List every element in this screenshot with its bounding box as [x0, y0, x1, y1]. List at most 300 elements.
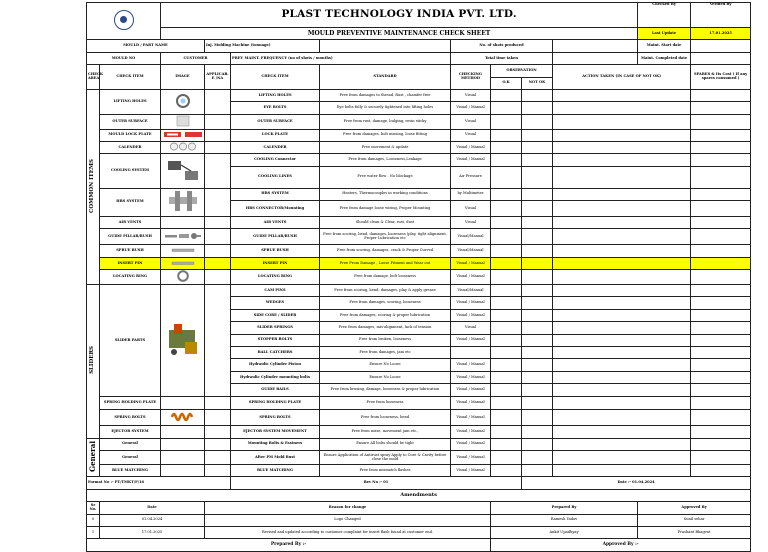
part-image	[161, 270, 205, 285]
standard-text: Free from scoring, bend, damages, play & apply grease	[320, 285, 451, 297]
observation-ok-cell[interactable]	[491, 229, 522, 245]
standard-text: Free from mismatch flashes	[320, 465, 451, 477]
check-item-group: BLUE MATCHING	[100, 465, 161, 477]
observation-not-ok-cell[interactable]	[522, 346, 553, 358]
check-item: BALL CATCHERS	[231, 346, 320, 358]
amend-header-date: Date	[100, 502, 205, 514]
check-item-group: MOULD LOCK PLATE	[100, 129, 161, 141]
action-taken-cell[interactable]	[553, 409, 691, 426]
check-item: SPRING HOLDING PLATE	[231, 397, 320, 409]
checklist-row	[87, 438, 751, 450]
amend-sr: 1	[87, 527, 100, 539]
amend-approved-by: Prashant Bhagvat	[638, 527, 751, 539]
observation-not-ok-cell[interactable]	[522, 438, 553, 450]
checking-method: Visual/Manual	[451, 229, 491, 245]
spares-cell[interactable]	[691, 451, 751, 465]
applicable-cell[interactable]	[205, 257, 231, 269]
amend-header-prepared: Prepared By	[491, 502, 638, 514]
checking-method: Visual / Manual	[451, 465, 491, 477]
applicable-cell[interactable]	[205, 285, 231, 397]
observation-ok-cell[interactable]	[491, 426, 522, 438]
company-name: PLAST TECHNOLOGY INDIA PVT. LTD.	[161, 3, 638, 28]
standard-text: Free From Damage , Loose Fitment and Wear out	[320, 257, 451, 269]
checking-method: Visual / Manual	[451, 257, 491, 269]
action-taken-cell[interactable]	[553, 346, 691, 358]
checking-method: Visual / Manual	[451, 409, 491, 426]
action-taken-cell[interactable]	[553, 129, 691, 141]
checking-method: Visual / Manual	[451, 451, 491, 465]
amendments-title: Amendments	[87, 489, 751, 501]
standard-text: Free from damages, scoring & proper lubrication	[320, 309, 451, 321]
observation-ok-cell[interactable]	[491, 89, 522, 101]
standard-text: Free from damages, Looseness,Leakage	[320, 154, 451, 166]
check-item: Mounting Bolts & Fastners	[231, 438, 320, 450]
amend-header-sr: Sr No.	[87, 502, 100, 514]
spares-cell[interactable]	[691, 166, 751, 188]
spares-cell[interactable]	[691, 102, 751, 114]
part-image	[161, 451, 205, 465]
checking-method: Visual / Manual	[451, 359, 491, 371]
spares-cell[interactable]	[691, 129, 751, 141]
part-image	[161, 129, 205, 141]
spares-cell[interactable]	[691, 334, 751, 346]
checking-method: Visual/Manual	[451, 245, 491, 257]
check-item-group: EJECTOR SYSTEM	[100, 426, 161, 438]
checking-method: Visual / Manual	[451, 309, 491, 321]
checklist-row	[87, 141, 751, 153]
part-image	[161, 465, 205, 477]
observation-ok-cell[interactable]	[491, 188, 522, 200]
checklist-row	[87, 154, 751, 166]
spares-cell[interactable]	[691, 438, 751, 450]
observation-not-ok-cell[interactable]	[522, 371, 553, 383]
observation-ok-cell[interactable]	[491, 309, 522, 321]
check-item-group: OUTER SURFACE	[100, 114, 161, 129]
amend-date: 17.01.2025	[100, 527, 205, 539]
applicable-cell[interactable]	[205, 465, 231, 477]
header-observation: OBSERVATION	[491, 65, 553, 77]
part-image	[161, 409, 205, 426]
check-item: AIR VENTS	[231, 217, 320, 229]
observation-not-ok-cell[interactable]	[522, 359, 553, 371]
applicable-cell[interactable]	[205, 409, 231, 426]
observation-ok-cell[interactable]	[491, 397, 522, 409]
observation-not-ok-cell[interactable]	[522, 141, 553, 153]
check-item: LOCATING RING	[231, 270, 320, 285]
action-taken-cell[interactable]	[553, 188, 691, 200]
checking-method	[451, 346, 491, 358]
check-item-group: AIR VENTS	[100, 217, 161, 229]
standard-text: Free from damages to thread, Rust , chamfer free	[320, 89, 451, 101]
check-item: LOCK PLATE	[231, 129, 320, 141]
check-item-group: CALENDER	[100, 141, 161, 153]
action-taken-cell[interactable]	[553, 154, 691, 166]
spares-cell[interactable]	[691, 201, 751, 217]
action-taken-cell[interactable]	[553, 334, 691, 346]
total-time-label: Total time taken	[451, 52, 553, 64]
spares-cell[interactable]	[691, 154, 751, 166]
check-item: BLUE MATCHING	[231, 465, 320, 477]
action-taken-cell[interactable]	[553, 309, 691, 321]
observation-ok-cell[interactable]	[491, 465, 522, 477]
verified-by-label: Verified By	[691, 3, 751, 28]
observation-ok-cell[interactable]	[491, 166, 522, 188]
standard-text: Free from brusing, damage, looseness & proper lubrication	[320, 384, 451, 397]
observation-ok-cell[interactable]	[491, 297, 522, 309]
observation-ok-cell[interactable]	[491, 438, 522, 450]
amend-approved-by: Sunil sehar	[638, 514, 751, 526]
checklist-row	[87, 229, 751, 245]
observation-not-ok-cell[interactable]	[522, 217, 553, 229]
section-label-text: COMMON ITEMS	[89, 159, 96, 214]
amend-header-approved: Approved By	[638, 502, 751, 514]
checking-method: Visual / Manual	[451, 438, 491, 450]
header-check-item-2: CHECK ITEM	[231, 65, 320, 90]
checklist-row	[87, 245, 751, 257]
applicable-cell[interactable]	[205, 217, 231, 229]
applicable-cell[interactable]	[205, 270, 231, 285]
amend-prepared-by: Ankit Upadhyay	[491, 527, 638, 539]
header-check-area: CHECK AREA	[87, 65, 100, 90]
prev-frequency-label: PREV MAINT. FREQUENCY (no of shots / months)	[231, 52, 451, 64]
action-taken-cell[interactable]	[553, 114, 691, 129]
action-taken-cell[interactable]	[553, 141, 691, 153]
check-item: STOPPER BOLTS	[231, 334, 320, 346]
part-image	[161, 438, 205, 450]
action-taken-cell[interactable]	[553, 384, 691, 397]
observation-ok-cell[interactable]	[491, 322, 522, 334]
applicable-cell[interactable]	[205, 438, 231, 450]
spares-cell[interactable]	[691, 346, 751, 358]
action-taken-cell[interactable]	[553, 229, 691, 245]
check-item: CALENDER	[231, 141, 320, 153]
observation-not-ok-cell[interactable]	[522, 129, 553, 141]
observation-not-ok-cell[interactable]	[522, 102, 553, 114]
header-not-ok: NOT OK	[522, 77, 553, 89]
check-item: EJECTOR SYSTEM MOVEMENT	[231, 426, 320, 438]
checking-method: Visual / Manual	[451, 297, 491, 309]
observation-ok-cell[interactable]	[491, 102, 522, 114]
observation-ok-cell[interactable]	[491, 270, 522, 285]
revision-number: Rev No :- 01	[231, 477, 522, 489]
check-item: CAM PINS	[231, 285, 320, 297]
checking-method: Visual / Manual	[451, 384, 491, 397]
standard-text: Free from damages, mis-alignment, lack of tension	[320, 322, 451, 334]
action-taken-cell[interactable]	[553, 201, 691, 217]
check-item-group: GUIDE PILLAR/BUSH	[100, 229, 161, 245]
observation-ok-cell[interactable]	[491, 217, 522, 229]
part-image	[161, 426, 205, 438]
check-item: COOLING Connector	[231, 154, 320, 166]
action-taken-cell[interactable]	[553, 257, 691, 269]
part-image	[161, 245, 205, 257]
part-image	[161, 285, 205, 397]
observation-not-ok-cell[interactable]	[522, 114, 553, 129]
applicable-cell[interactable]	[205, 451, 231, 465]
checking-method: by Multimeter	[451, 188, 491, 200]
observation-not-ok-cell[interactable]	[522, 451, 553, 465]
header-action-taken: ACTION TAKEN (IN CASE OF NOT OK)	[553, 65, 691, 90]
part-image	[161, 397, 205, 409]
header-spares: SPARES & Its Cost ( If any spares consumed )	[691, 65, 751, 90]
part-image	[161, 141, 205, 153]
checking-method: Visual	[451, 114, 491, 129]
spares-cell[interactable]	[691, 371, 751, 383]
checklist-row	[87, 89, 751, 101]
spares-cell[interactable]	[691, 285, 751, 297]
standard-text: Free from damage loose wiring, Proper Mounting	[320, 201, 451, 217]
check-item: HRS CONNECTOR/Mounting	[231, 201, 320, 217]
observation-not-ok-cell[interactable]	[522, 257, 553, 269]
checking-method: Visual / Manual	[451, 397, 491, 409]
spares-cell[interactable]	[691, 188, 751, 200]
observation-ok-cell[interactable]	[491, 257, 522, 269]
part-image	[161, 188, 205, 216]
action-taken-cell[interactable]	[553, 102, 691, 114]
check-item: HRS SYSTEM	[231, 188, 320, 200]
spares-cell[interactable]	[691, 89, 751, 101]
checklist-row	[87, 397, 751, 409]
spares-cell[interactable]	[691, 245, 751, 257]
prepared-by-label: Prepared By :-	[87, 539, 491, 551]
action-taken-cell[interactable]	[553, 371, 691, 383]
standard-text: Free from noise, movement jam etc.,	[320, 426, 451, 438]
checking-method: Visual / Manual	[451, 102, 491, 114]
maint-completed-value[interactable]	[691, 52, 751, 64]
checklist-row	[87, 217, 751, 229]
checklist-row	[87, 426, 751, 438]
applicable-cell[interactable]	[205, 141, 231, 153]
observation-not-ok-cell[interactable]	[522, 322, 553, 334]
action-taken-cell[interactable]	[553, 359, 691, 371]
checking-method: Visual	[451, 89, 491, 101]
observation-not-ok-cell[interactable]	[522, 384, 553, 397]
check-item: COOLING LINES	[231, 166, 320, 188]
checking-method: Visual / Manual	[451, 270, 491, 285]
standard-text: Heaters, Thermocouples in working conditions	[320, 188, 451, 200]
observation-not-ok-cell[interactable]	[522, 285, 553, 297]
observation-ok-cell[interactable]	[491, 334, 522, 346]
checking-method: Visual/Manual	[451, 285, 491, 297]
spares-cell[interactable]	[691, 359, 751, 371]
observation-ok-cell[interactable]	[491, 129, 522, 141]
standard-text: Ensure No Loose	[320, 371, 451, 383]
spares-cell[interactable]	[691, 114, 751, 129]
action-taken-cell[interactable]	[553, 89, 691, 101]
action-taken-cell[interactable]	[553, 217, 691, 229]
observation-not-ok-cell[interactable]	[522, 397, 553, 409]
observation-not-ok-cell[interactable]	[522, 166, 553, 188]
observation-ok-cell[interactable]	[491, 114, 522, 129]
checklist-row	[87, 409, 751, 426]
action-taken-cell[interactable]	[553, 166, 691, 188]
customer-label: CUSTOMER	[161, 52, 231, 64]
check-item-group: LOCATING RING	[100, 270, 161, 285]
section-label	[87, 438, 100, 477]
checking-method: Visual / Manual	[451, 154, 491, 166]
check-item-group: LIFTING HOLES	[100, 89, 161, 114]
checklist-row	[87, 129, 751, 141]
shots-produced-value[interactable]	[553, 40, 638, 52]
action-taken-cell[interactable]	[553, 297, 691, 309]
part-image	[161, 229, 205, 245]
spares-cell[interactable]	[691, 465, 751, 477]
observation-ok-cell[interactable]	[491, 285, 522, 297]
header-applicable: APPLICAB. E /NA	[205, 65, 231, 90]
checking-method: Visual / Manual	[451, 371, 491, 383]
checklist-row	[87, 114, 751, 129]
amend-prepared-by: Ramesh Yadav	[491, 514, 638, 526]
check-item: SLIDER SPRINGS	[231, 322, 320, 334]
observation-not-ok-cell[interactable]	[522, 426, 553, 438]
spares-cell[interactable]	[691, 297, 751, 309]
maint-start-label: Maint. Start date	[638, 40, 691, 52]
applicable-cell[interactable]	[205, 188, 231, 216]
maint-start-value[interactable]	[691, 40, 751, 52]
observation-ok-cell[interactable]	[491, 346, 522, 358]
observation-not-ok-cell[interactable]	[522, 245, 553, 257]
spares-cell[interactable]	[691, 141, 751, 153]
spares-cell[interactable]	[691, 217, 751, 229]
applicable-cell[interactable]	[205, 89, 231, 114]
observation-ok-cell[interactable]	[491, 384, 522, 397]
section-label-text: General	[88, 441, 98, 473]
action-taken-cell[interactable]	[553, 438, 691, 450]
checklist-row	[87, 257, 751, 269]
action-taken-cell[interactable]	[553, 285, 691, 297]
observation-ok-cell[interactable]	[491, 451, 522, 465]
check-sheet	[86, 2, 750, 547]
observation-not-ok-cell[interactable]	[522, 297, 553, 309]
header-checking-method: CHECKING METHOD	[451, 65, 491, 90]
check-item: OUTER SURFACE	[231, 114, 320, 129]
amend-header-reason: Reason for change	[205, 502, 491, 514]
observation-ok-cell[interactable]	[491, 141, 522, 153]
spares-cell[interactable]	[691, 409, 751, 426]
applicable-cell[interactable]	[205, 426, 231, 438]
observation-ok-cell[interactable]	[491, 371, 522, 383]
standard-text: Free from rust, damage, bulging, resin sticky	[320, 114, 451, 129]
company-logo	[87, 3, 161, 40]
spares-cell[interactable]	[691, 229, 751, 245]
action-taken-cell[interactable]	[553, 426, 691, 438]
check-item-group: COOLING SYSTEM	[100, 154, 161, 188]
observation-ok-cell[interactable]	[491, 245, 522, 257]
spares-cell[interactable]	[691, 384, 751, 397]
header-check-item: CHECK ITEM	[100, 65, 161, 90]
standard-text: Free from scoring, bend, damages, looseness (play, tight alignment, Proper Lubrication etc	[320, 229, 451, 245]
spares-cell[interactable]	[691, 257, 751, 269]
check-item: SPRING BOLTS	[231, 409, 320, 426]
molding-machine-label: Inj. Molding Machine (tonnage)	[205, 40, 320, 52]
applicable-cell[interactable]	[205, 129, 231, 141]
observation-not-ok-cell[interactable]	[522, 409, 553, 426]
amend-reason: Logo Changed	[205, 514, 491, 526]
section-label	[87, 89, 100, 284]
observation-not-ok-cell[interactable]	[522, 201, 553, 217]
section-label-text: SLIDERS	[89, 346, 96, 375]
standard-text: Ensure All bolts should be tight	[320, 438, 451, 450]
maint-completed-label: Maint. Completed date	[638, 52, 691, 64]
spares-cell[interactable]	[691, 309, 751, 321]
observation-not-ok-cell[interactable]	[522, 270, 553, 285]
standard-text: Free from scoring, damages, crack & Proper Curved	[320, 245, 451, 257]
mould-no-label: MOULD NO	[87, 52, 161, 64]
check-item: EYE BOLTS	[231, 102, 320, 114]
standard-text: Should clean & Clear, rust, dust	[320, 217, 451, 229]
standard-text: Ensure No Loose	[320, 359, 451, 371]
applicable-cell[interactable]	[205, 229, 231, 245]
check-item-group: INSERT PIN	[100, 257, 161, 269]
standard-text: Ensure Application of Antirust spray Apply to Core & Cavity before close the mold	[320, 451, 451, 465]
spares-cell[interactable]	[691, 270, 751, 285]
spares-cell[interactable]	[691, 426, 751, 438]
observation-not-ok-cell[interactable]	[522, 229, 553, 245]
action-taken-cell[interactable]	[553, 270, 691, 285]
action-taken-cell[interactable]	[553, 465, 691, 477]
check-item: INSERT PIN	[231, 257, 320, 269]
checklist-row	[87, 188, 751, 200]
form-date: Date :- 01.04.2024	[522, 477, 751, 489]
part-image	[161, 257, 205, 269]
applicable-cell[interactable]	[205, 154, 231, 188]
check-item-group: HRS SYSTEM	[100, 188, 161, 216]
applicable-cell[interactable]	[205, 397, 231, 409]
checking-method: Visual	[451, 322, 491, 334]
checklist-row	[87, 465, 751, 477]
applicable-cell[interactable]	[205, 245, 231, 257]
standard-text: Free from looseness, bend	[320, 409, 451, 426]
checking-method: Air Pressure	[451, 166, 491, 188]
checking-method: Visual	[451, 129, 491, 141]
check-item-group: General	[100, 438, 161, 450]
checking-method: Visual	[451, 217, 491, 229]
molding-machine-value[interactable]	[320, 40, 451, 52]
observation-ok-cell[interactable]	[491, 359, 522, 371]
observation-not-ok-cell[interactable]	[522, 465, 553, 477]
amendment-row	[87, 527, 751, 539]
amend-sr: 0	[87, 514, 100, 526]
standard-text: Free water flow . No blockage	[320, 166, 451, 188]
observation-not-ok-cell[interactable]	[522, 188, 553, 200]
check-item-group: SLIDER PARTS	[100, 285, 161, 397]
check-item: GUIDE RAILS	[231, 384, 320, 397]
check-item-group: General	[100, 451, 161, 465]
check-item: SPRUE BUSH	[231, 245, 320, 257]
observation-not-ok-cell[interactable]	[522, 89, 553, 101]
action-taken-cell[interactable]	[553, 245, 691, 257]
part-image	[161, 114, 205, 129]
amend-reason: Revised and updated according to customer complaint for insert flash found at customer end.	[205, 527, 491, 539]
action-taken-cell[interactable]	[553, 451, 691, 465]
observation-ok-cell[interactable]	[491, 201, 522, 217]
spares-cell[interactable]	[691, 322, 751, 334]
part-image	[161, 154, 205, 188]
observation-ok-cell[interactable]	[491, 154, 522, 166]
observation-not-ok-cell[interactable]	[522, 309, 553, 321]
checklist-row	[87, 451, 751, 465]
action-taken-cell[interactable]	[553, 397, 691, 409]
spares-cell[interactable]	[691, 397, 751, 409]
applicable-cell[interactable]	[205, 114, 231, 129]
observation-not-ok-cell[interactable]	[522, 154, 553, 166]
last-update-value: 17.01.2025	[691, 28, 751, 40]
observation-not-ok-cell[interactable]	[522, 334, 553, 346]
total-time-value[interactable]	[553, 52, 638, 64]
action-taken-cell[interactable]	[553, 322, 691, 334]
observation-ok-cell[interactable]	[491, 409, 522, 426]
standard-text: Free from damage, bolt looseness	[320, 270, 451, 285]
